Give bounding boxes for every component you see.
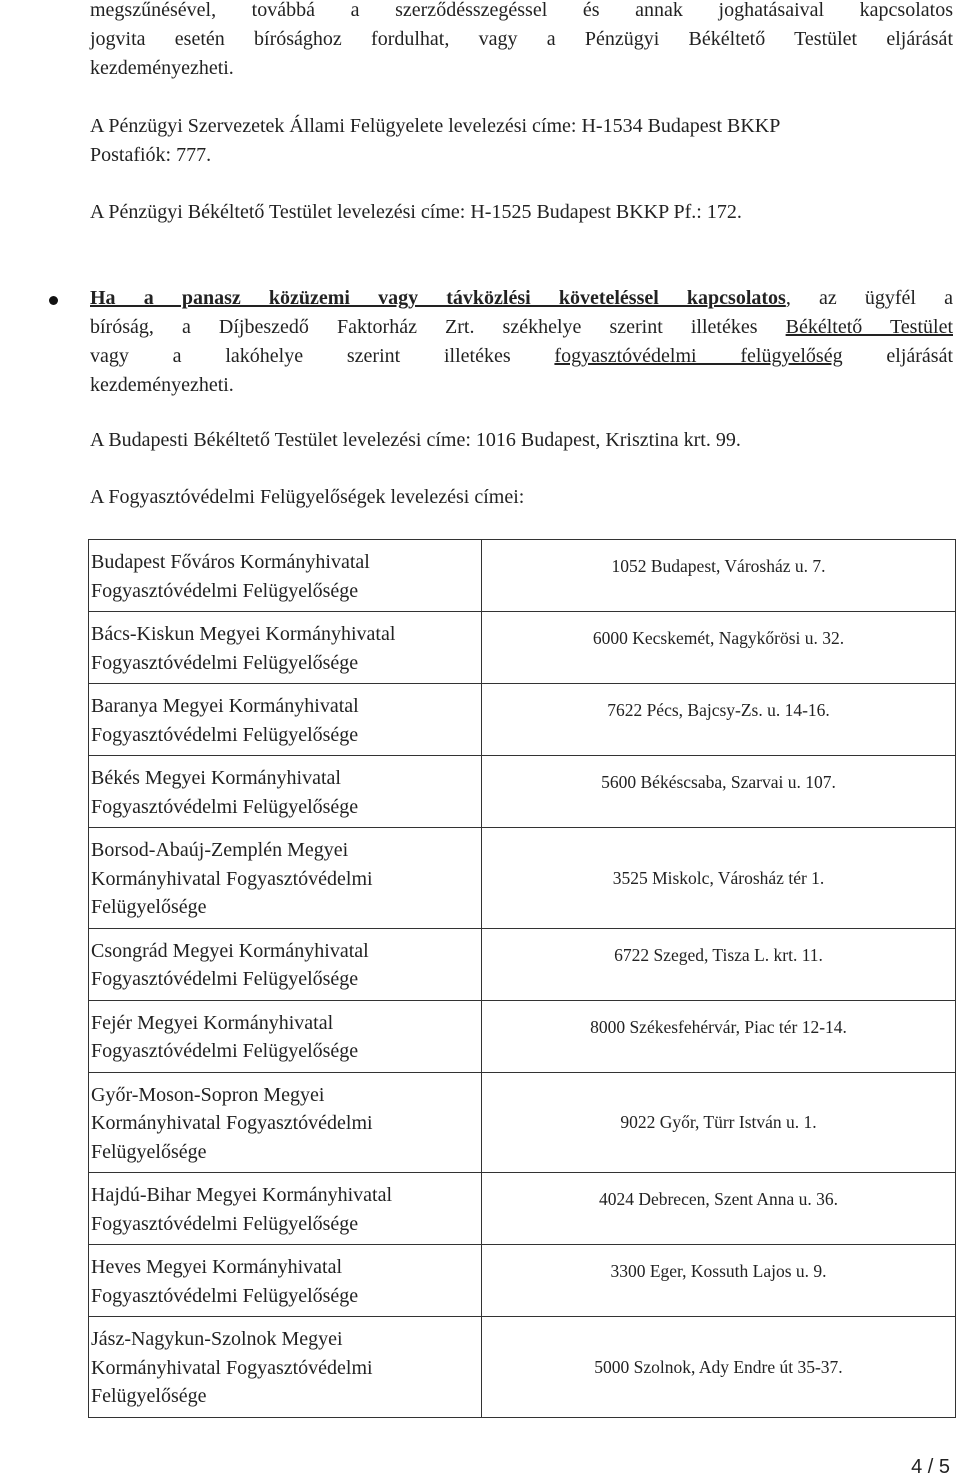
bullet-lead-tail: , az ügyfél a bbox=[785, 287, 953, 309]
table-row bbox=[89, 1317, 956, 1418]
address-cell: 3300 Eger, Kossuth Lajos u. 9. bbox=[482, 1245, 956, 1317]
bullet-line-3 bbox=[90, 342, 953, 371]
org-cell bbox=[89, 684, 482, 756]
org-name-line: Felügyelősége bbox=[91, 896, 207, 918]
address-cell: 6000 Kecskemét, Nagykőrösi u. 32. bbox=[482, 612, 956, 684]
org-name-line: Kormányhivatal Fogyasztóvédelmi bbox=[91, 1112, 373, 1134]
page-number: 4 / 5 bbox=[911, 1456, 950, 1478]
org-name-line: Budapest Főváros Kormányhivatal bbox=[91, 551, 370, 573]
address-cell: 6722 Szeged, Tisza L. krt. 11. bbox=[482, 928, 956, 1000]
org-name-line: Baranya Megyei Kormányhivatal bbox=[91, 695, 359, 717]
list-heading: A Fogyasztóvédelmi Felügyelőségek levelezési címei: bbox=[90, 486, 525, 508]
bullet-line-2-text: bíróság, a Díjbeszedő Faktorház Zrt. székhelye szerint illetékes bbox=[90, 316, 786, 338]
pszaf-line-2: Postafiók: 777. bbox=[90, 144, 212, 166]
org-name-line: Kormányhivatal Fogyasztóvédelmi bbox=[91, 867, 373, 890]
fogyasztovedelmi-link[interactable]: fogyasztóvédelmi felügyelőség bbox=[554, 345, 843, 367]
org-cell bbox=[89, 1072, 482, 1173]
org-name-line: Hajdú-Bihar Megyei Kormányhivatal bbox=[91, 1184, 393, 1206]
org-cell bbox=[89, 756, 482, 828]
org-cell bbox=[89, 928, 482, 1000]
intro-paragraph bbox=[90, 0, 953, 83]
address-cell: 9022 Győr, Türr István u. 1. bbox=[482, 1072, 956, 1173]
org-name-line: Békés Megyei Kormányhivatal bbox=[91, 767, 341, 789]
org-name-line: Kormányhivatal Fogyasztóvédelmi bbox=[91, 1356, 373, 1379]
bullet-icon bbox=[49, 296, 58, 305]
address-cell: 5600 Békéscsaba, Szarvai u. 107. bbox=[482, 756, 956, 828]
budapest-bt-address: A Budapesti Békéltető Testület levelezési címe: 1016 Budapest, Krisztina krt. 99. bbox=[90, 429, 741, 451]
pszaf-paragraph bbox=[90, 112, 953, 170]
table-row bbox=[89, 928, 956, 1000]
address-cell: 8000 Székesfehérvár, Piac tér 12-14. bbox=[482, 1000, 956, 1072]
table-row bbox=[89, 756, 956, 828]
org-name-line: Felügyelősége bbox=[91, 1140, 207, 1163]
bullet-paragraph bbox=[90, 284, 953, 400]
org-name-line: Jász-Nagykun-Szolnok Megyei bbox=[91, 1328, 343, 1350]
table-row bbox=[89, 828, 956, 929]
address-cell: 5000 Szolnok, Ady Endre út 35-37. bbox=[482, 1317, 956, 1418]
org-name-line: Heves Megyei Kormányhivatal bbox=[91, 1256, 343, 1278]
bullet-line-3-text: vagy a lakóhelye szerint illetékes bbox=[90, 345, 555, 367]
org-name-line: Győr-Moson-Sopron Megyei bbox=[91, 1083, 325, 1106]
table-row bbox=[89, 684, 956, 756]
table-row bbox=[89, 1000, 956, 1072]
intro-line-3: kezdeményezheti. bbox=[90, 57, 234, 79]
address-cell: 1052 Budapest, Városház u. 7. bbox=[482, 540, 956, 612]
org-cell bbox=[89, 1000, 482, 1072]
org-name-line: Fogyasztóvédelmi Felügyelősége bbox=[91, 579, 359, 602]
org-name-line: Borsod-Abaúj-Zemplén Megyei bbox=[91, 839, 349, 861]
table-row bbox=[89, 1072, 956, 1173]
address-table bbox=[88, 539, 956, 1418]
bullet-line-1 bbox=[90, 284, 953, 313]
table-row bbox=[89, 612, 956, 684]
table-row bbox=[89, 1245, 956, 1317]
org-name-line: Bács-Kiskun Megyei Kormányhivatal bbox=[91, 623, 396, 645]
org-name-line: Fogyasztóvédelmi Felügyelősége bbox=[91, 1284, 359, 1307]
bullet-line-4: kezdeményezheti. bbox=[90, 374, 234, 396]
org-name-line: Fejér Megyei Kormányhivatal bbox=[91, 1011, 334, 1034]
org-name-line: Csongrád Megyei Kormányhivatal bbox=[91, 939, 369, 962]
intro-line-2: jogvita esetén bírósághoz fordulhat, vagy a Pénzügyi Békéltető Testület eljárását bbox=[90, 28, 953, 50]
bullet-lead: Ha a panasz közüzemi vagy távközlési követeléssel kapcsolatos bbox=[90, 287, 786, 309]
org-name-line: Fogyasztóvédelmi Felügyelősége bbox=[91, 1212, 359, 1235]
address-cell: 4024 Debrecen, Szent Anna u. 36. bbox=[482, 1173, 956, 1245]
org-cell bbox=[89, 1173, 482, 1245]
bekelteto-link[interactable]: Békéltető Testület bbox=[785, 316, 953, 338]
org-cell bbox=[89, 1245, 482, 1317]
org-cell bbox=[89, 1317, 482, 1418]
intro-line-1: megszűnésével, továbbá a szerződésszegéssel és annak joghatásaival kapcsolatos bbox=[90, 0, 953, 21]
org-cell bbox=[89, 540, 482, 612]
org-cell bbox=[89, 612, 482, 684]
pszaf-line-1: A Pénzügyi Szervezetek Állami Felügyelete levelezési címe: H-1534 Budapest BKKP bbox=[90, 115, 781, 137]
org-name-line: Felügyelősége bbox=[91, 1385, 207, 1407]
org-name-line: Fogyasztóvédelmi Felügyelősége bbox=[91, 795, 359, 818]
org-name-line: Fogyasztóvédelmi Felügyelősége bbox=[91, 723, 359, 746]
table-row bbox=[89, 1173, 956, 1245]
bullet-line-2 bbox=[90, 313, 953, 342]
table-row bbox=[89, 540, 956, 612]
address-cell: 7622 Pécs, Bajcsy-Zs. u. 14-16. bbox=[482, 684, 956, 756]
org-name-line: Fogyasztóvédelmi Felügyelősége bbox=[91, 968, 359, 990]
org-cell bbox=[89, 828, 482, 929]
pbt-address: A Pénzügyi Békéltető Testület levelezési címe: H-1525 Budapest BKKP Pf.: 172. bbox=[90, 201, 742, 223]
org-name-line: Fogyasztóvédelmi Felügyelősége bbox=[91, 651, 359, 674]
bullet-line-3-tail: eljárását bbox=[842, 345, 954, 367]
org-name-line: Fogyasztóvédelmi Felügyelősége bbox=[91, 1040, 359, 1062]
address-cell: 3525 Miskolc, Városház tér 1. bbox=[482, 828, 956, 929]
